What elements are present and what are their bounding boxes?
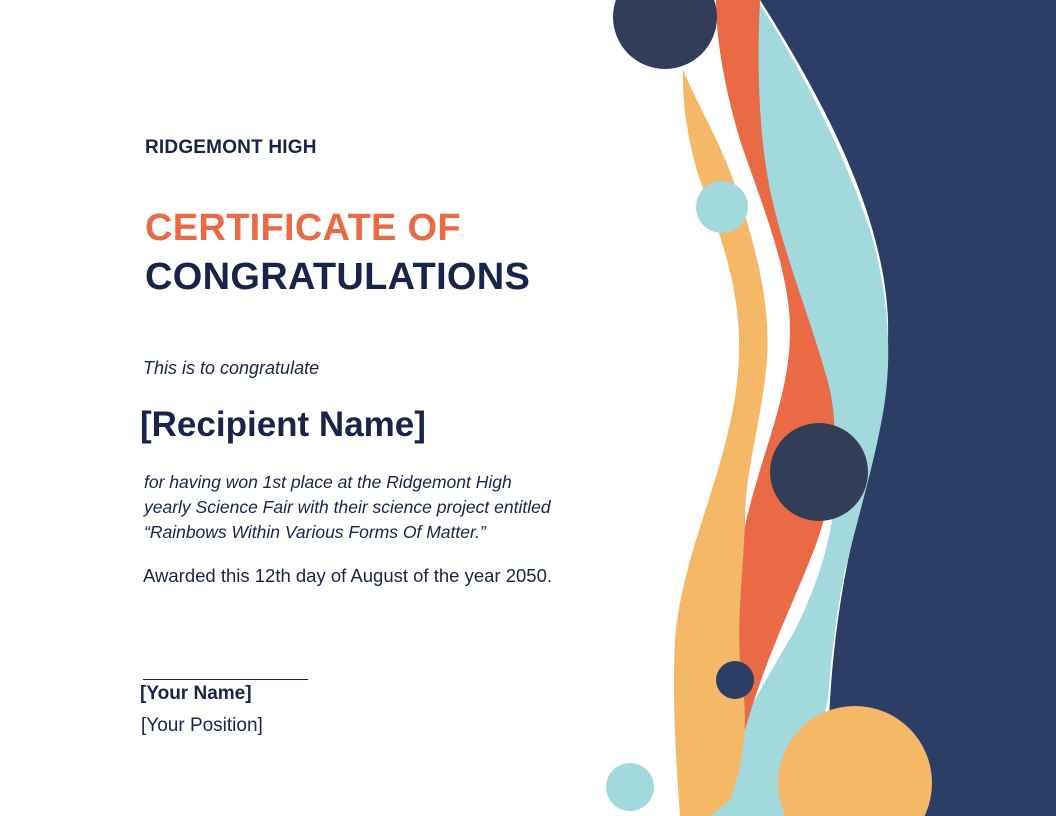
school-name: RIDGEMONT HIGH: [145, 137, 317, 158]
certificate-title-line2: CONGRATULATIONS: [145, 256, 531, 298]
teal-circle-bottom: [606, 763, 654, 811]
award-date-text: Awarded this 12th day of August of the year 2050.: [143, 565, 552, 586]
intro-text: This is to congratulate: [143, 358, 320, 378]
certificate-title-line1: CERTIFICATE OF: [145, 207, 461, 249]
signer-position: [Your Position]: [141, 715, 263, 736]
achievement-description: [144, 470, 594, 545]
dark-circle-middle: [770, 423, 868, 521]
dark-circle-top: [613, 0, 717, 69]
teal-circle-small: [696, 181, 748, 233]
recipient-name: [Recipient Name]: [140, 405, 426, 444]
description-line: for having won 1st place at the Ridgemont High: [144, 472, 512, 492]
signature-line: [143, 679, 308, 680]
description-line: yearly Science Fair with their science project entitled: [144, 497, 551, 517]
description-line: “Rainbows Within Various Forms Of Matter.”: [144, 522, 486, 542]
navy-circle-small: [716, 661, 754, 699]
signer-name: [Your Name]: [140, 683, 252, 704]
